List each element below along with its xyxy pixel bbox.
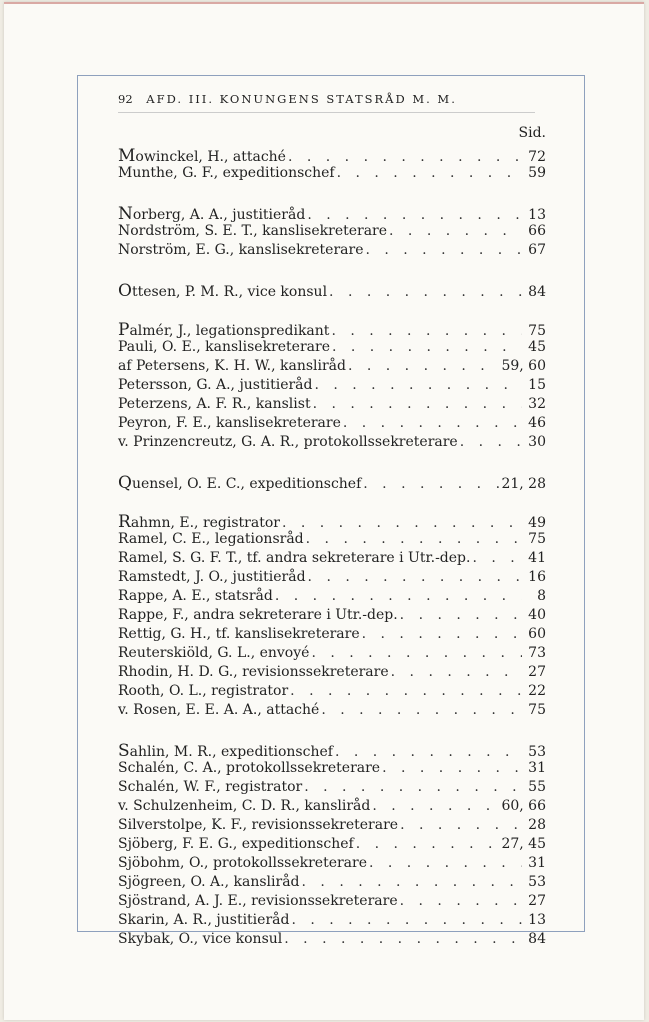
dot-leader	[288, 149, 522, 165]
index-entry	[118, 626, 546, 645]
entry-name: Schalén, C. A., protokollssekreterare	[118, 760, 381, 776]
index-entry	[118, 683, 546, 702]
dot-leader	[332, 339, 522, 355]
dot-leader	[291, 912, 522, 928]
entry-name: Sjöstrand, A. J. E., revisionssekreterare	[118, 893, 398, 909]
entry-pages: 72	[528, 149, 546, 165]
entry-name: Peyron, F. E., kanslisekreterare	[118, 415, 341, 431]
index-entry	[118, 204, 546, 223]
entry-pages: 40	[528, 607, 546, 623]
index-entry	[118, 855, 546, 874]
letter-group	[118, 320, 546, 453]
entry-pages: 59, 60	[501, 358, 546, 374]
index-entry	[118, 912, 546, 931]
dot-leader	[304, 779, 522, 795]
entry-pages: 16	[528, 569, 546, 585]
dot-leader	[460, 434, 522, 450]
entry-name: Pauli, O. E., kanslisekreterare	[118, 339, 330, 355]
dot-leader	[372, 798, 499, 814]
entry-pages: 84	[528, 931, 546, 947]
entry-pages: 15	[528, 377, 546, 393]
entry-name: Silverstolpe, K. F., revisionssekreterare	[118, 817, 399, 833]
dot-leader	[348, 358, 499, 374]
entry-pages: 73	[528, 645, 546, 661]
entry-pages: 60, 66	[501, 798, 546, 814]
dot-leader	[391, 664, 522, 680]
index-entry	[118, 473, 546, 492]
entry-pages: 31	[528, 855, 546, 871]
index-entry	[118, 569, 546, 588]
dot-leader	[302, 874, 522, 890]
entry-name: Reuterskiöld, G. L., envoyé	[118, 645, 310, 661]
entry-pages: 32	[528, 396, 546, 412]
dot-leader	[313, 396, 522, 412]
entry-pages: 31	[528, 760, 546, 776]
dot-leader	[363, 476, 499, 492]
entry-pages: 27, 45	[501, 836, 546, 852]
entry-name: v. Schulzenheim, C. D. R., kansliråd	[118, 798, 371, 814]
entry-name: Ottesen, P. M. R., vice konsul	[118, 281, 328, 301]
entry-pages: 66	[528, 223, 546, 239]
entry-pages: 75	[528, 531, 546, 547]
index-entry	[118, 396, 546, 415]
entry-name: Mowinckel, H., attaché	[118, 146, 286, 166]
entry-pages: 84	[528, 284, 546, 300]
entry-pages: 53	[528, 874, 546, 890]
entry-name: Rappe, A. E., statsråd	[118, 588, 273, 604]
dot-leader	[331, 323, 522, 339]
index-entry	[118, 320, 546, 339]
dot-leader	[369, 855, 522, 871]
entry-pages: 13	[528, 912, 546, 928]
dot-leader	[290, 683, 522, 699]
index-entry	[118, 415, 546, 434]
dot-leader	[306, 531, 522, 547]
index-entry	[118, 434, 546, 453]
entry-name: Rappe, F., andra sekreterare i Utr.-dep.	[118, 607, 398, 623]
index-entry	[118, 512, 546, 531]
entry-pages: 67	[528, 242, 546, 258]
dot-leader	[321, 702, 522, 718]
entry-name: Quensel, O. E. C., expeditionschef	[118, 473, 362, 493]
entry-pages: 55	[528, 779, 546, 795]
running-title: AFD. III. KONUNGENS STATSRÅD M. M.	[146, 92, 457, 106]
index-entry	[118, 760, 546, 779]
entry-name: Sjöberg, F. E. G., expeditionschef	[118, 836, 354, 852]
dot-leader	[329, 284, 522, 300]
entry-pages: 41	[528, 550, 546, 566]
running-header	[118, 92, 530, 106]
entry-name: Skybak, O., vice konsul	[118, 931, 283, 947]
dot-leader	[362, 626, 522, 642]
entry-pages: 60	[528, 626, 546, 642]
entry-name: Norberg, A. A., justitieråd	[118, 204, 306, 224]
index-entry	[118, 242, 546, 261]
dot-leader	[400, 817, 522, 833]
entry-name: Peterzens, A. F. R., kanslist	[118, 396, 311, 412]
dot-leader	[308, 569, 522, 585]
index-entry	[118, 664, 546, 683]
entry-name: Ramstedt, J. O., justitieråd	[118, 569, 306, 585]
entry-name: Sjöbohm, O., protokollssekreterare	[118, 855, 367, 871]
letter-group	[118, 512, 546, 721]
entry-name: Norström, E. G., kanslisekreterare	[118, 242, 364, 258]
index-entry	[118, 281, 546, 300]
index-entry	[118, 550, 546, 569]
entry-name: Ramel, S. G. F. T., tf. andra sekreterare i Utr.-dep.	[118, 550, 471, 566]
entry-pages: 45	[528, 339, 546, 355]
index-entry	[118, 531, 546, 550]
entry-name: Rooth, O. L., registrator	[118, 683, 289, 699]
entry-pages: 75	[528, 323, 546, 339]
index-entry	[118, 223, 546, 242]
entry-name: Sjögreen, O. A., kansliråd	[118, 874, 300, 890]
entry-pages: 13	[528, 207, 546, 223]
entry-pages: 27	[528, 664, 546, 680]
letter-group	[118, 473, 546, 492]
index-entry	[118, 607, 546, 626]
page-number: 92	[118, 92, 133, 106]
index-entry	[118, 741, 546, 760]
entry-name: v. Rosen, E. E. A. A., attaché	[118, 702, 320, 718]
entry-pages: 22	[528, 683, 546, 699]
dot-leader	[307, 207, 522, 223]
index-entry	[118, 874, 546, 893]
entry-pages: 8	[537, 588, 546, 604]
entry-name: Petersson, G. A., justitieråd	[118, 377, 313, 393]
letter-group	[118, 146, 546, 184]
dot-leader	[311, 645, 522, 661]
dot-leader	[400, 893, 522, 909]
entry-name: Rahmn, E., registrator	[118, 512, 280, 532]
dot-leader	[389, 223, 522, 239]
entry-name: Nordström, S. E. T., kanslisekreterare	[118, 223, 388, 239]
dot-leader	[282, 515, 522, 531]
letter-group	[118, 281, 546, 300]
dot-leader	[382, 760, 522, 776]
entry-name: Skarin, A. R., justitieråd	[118, 912, 290, 928]
dot-leader	[314, 377, 522, 393]
index-entry	[118, 358, 546, 377]
dot-leader	[400, 607, 522, 623]
entry-pages: 28	[528, 817, 546, 833]
index-entry	[118, 893, 546, 912]
dot-leader	[284, 931, 522, 947]
index-entry	[118, 817, 546, 836]
entry-name: v. Prinzencreutz, G. A. R., protokollssekreterare	[118, 434, 458, 450]
dot-leader	[472, 550, 522, 566]
index-entry	[118, 339, 546, 358]
entry-name: Palmér, J., legationspredikant	[118, 320, 330, 340]
dot-leader	[365, 242, 522, 258]
dot-leader	[335, 744, 522, 760]
dot-leader	[356, 836, 500, 852]
entry-pages: 30	[528, 434, 546, 450]
index-entry	[118, 645, 546, 664]
page-column-label: Sid.	[518, 125, 546, 141]
entry-pages: 27	[528, 893, 546, 909]
entry-pages: 53	[528, 744, 546, 760]
entry-pages: 49	[528, 515, 546, 531]
header-divider	[118, 112, 535, 113]
entry-pages: 75	[528, 702, 546, 718]
index-entry	[118, 836, 546, 855]
entry-name: Rettig, G. H., tf. kanslisekreterare	[118, 626, 360, 642]
dot-leader	[343, 415, 522, 431]
entry-pages: 21, 28	[501, 476, 546, 492]
entry-pages: 46	[528, 415, 546, 431]
entry-name: Ramel, C. E., legationsråd	[118, 531, 304, 547]
index-entry	[118, 146, 546, 165]
index-entry	[118, 165, 546, 184]
index-entry	[118, 377, 546, 396]
entry-name: Schalén, W. F., registrator	[118, 779, 303, 795]
entry-pages: 59	[528, 165, 546, 181]
index-entries	[118, 146, 546, 970]
entry-name: af Petersens, K. H. W., kansliråd	[118, 358, 346, 374]
index-entry	[118, 779, 546, 798]
letter-group	[118, 204, 546, 261]
entry-name: Munthe, G. F., expeditionschef	[118, 165, 335, 181]
dot-leader	[275, 588, 522, 604]
letter-group	[118, 741, 546, 950]
index-entry	[118, 798, 546, 817]
index-entry	[118, 931, 546, 950]
index-entry	[118, 588, 546, 607]
entry-name: Rhodin, H. D. G., revisionssekreterare	[118, 664, 389, 680]
entry-name: Sahlin, M. R., expeditionschef	[118, 741, 333, 761]
index-entry	[118, 702, 546, 721]
dot-leader	[337, 165, 522, 181]
